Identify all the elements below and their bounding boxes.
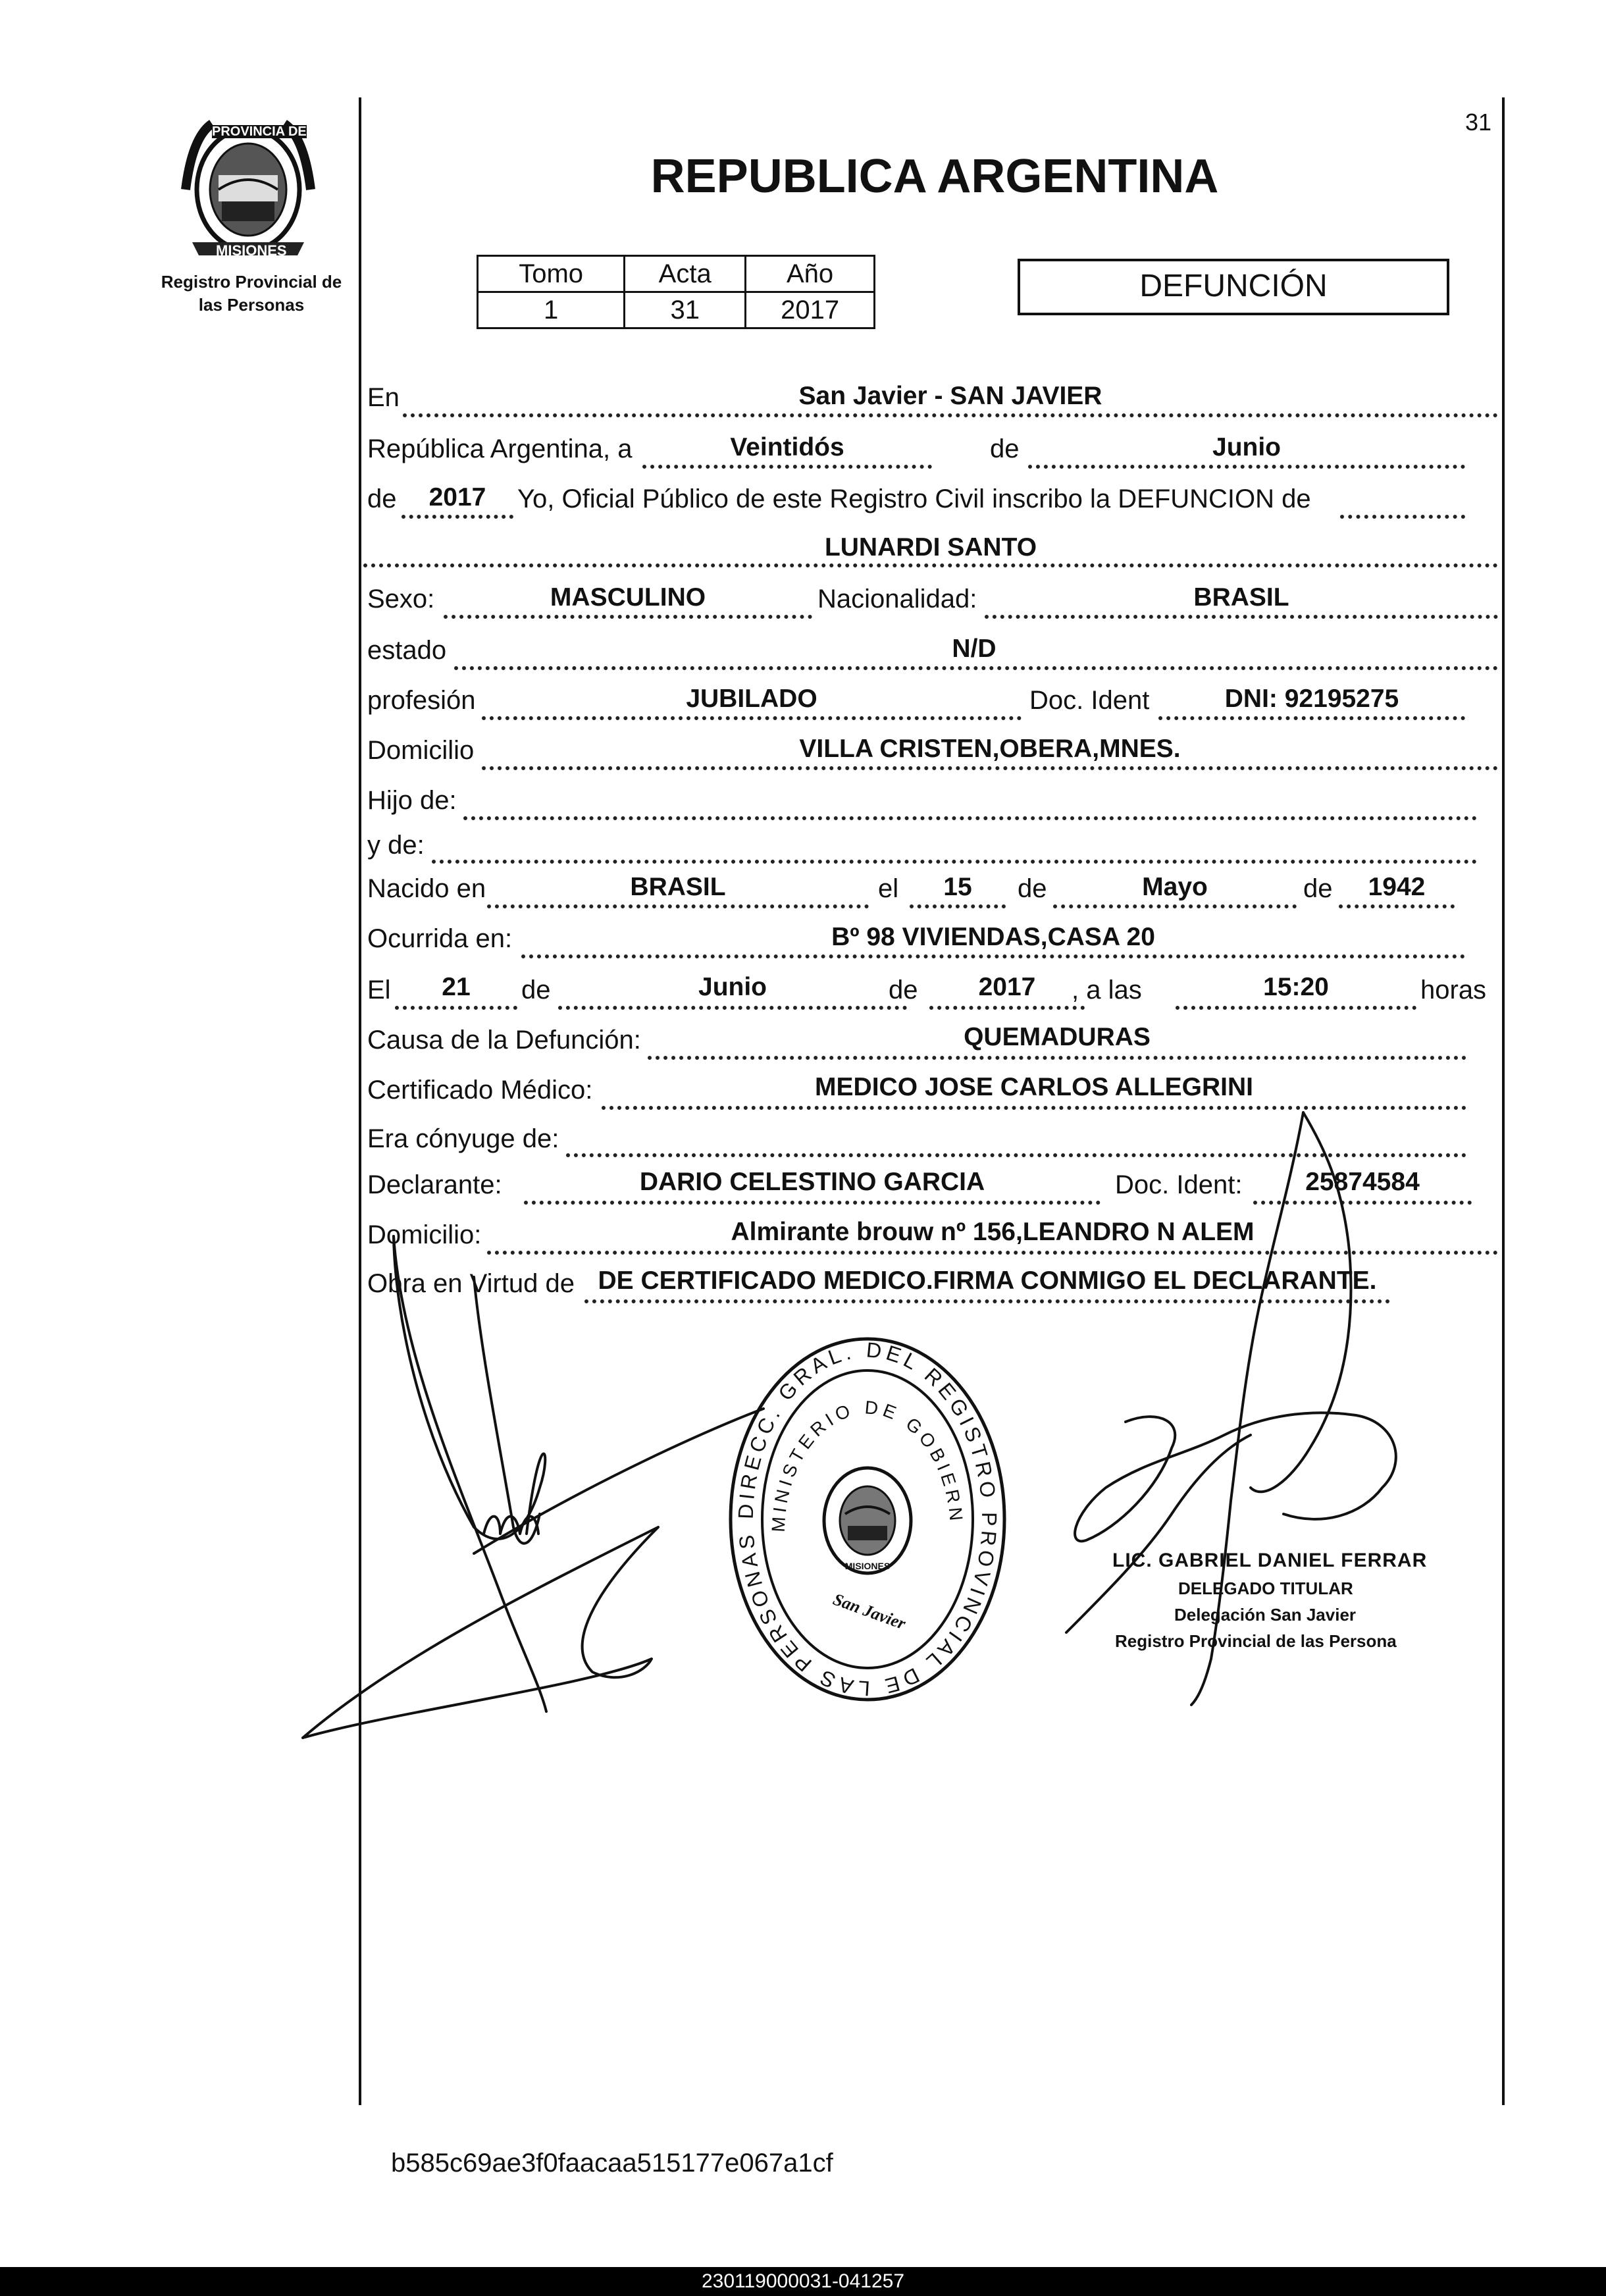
- page-title: REPUBLICA ARGENTINA: [650, 150, 1219, 203]
- value-nacido-anio: 1942: [1368, 873, 1426, 901]
- value-nacido-mes: Mayo: [1142, 873, 1208, 901]
- footer-code-bar: 230119000031-041257: [0, 2267, 1606, 2296]
- value-dia-texto: Veintidós: [730, 433, 844, 461]
- register-value-anio: 2017: [746, 292, 875, 328]
- label-de-6: de: [889, 976, 918, 1004]
- officer-stamp-line3: Delegación San Javier: [1174, 1605, 1357, 1625]
- officer-stamp-line4: Registro Provincial de las Persona: [1115, 1631, 1397, 1651]
- label-domicilio: Domicilio: [367, 736, 475, 765]
- label-de-2: de: [367, 484, 397, 513]
- label-de-3: de: [1018, 874, 1047, 903]
- seal-place-text: San Javier: [830, 1589, 908, 1634]
- value-declarante: DARIO CELESTINO GARCIA: [639, 1168, 985, 1196]
- value-mes-registro: Junio: [1212, 433, 1281, 461]
- value-anio-registro: 2017: [428, 483, 486, 511]
- value-nombre: LUNARDI SANTO: [824, 533, 1037, 561]
- label-hijo-de: Hijo de:: [367, 786, 457, 815]
- value-nacido-lugar: BRASIL: [630, 873, 726, 901]
- value-declarante-doc: 25874584: [1305, 1168, 1420, 1196]
- crest-label-top: PROVINCIA DE: [212, 124, 307, 139]
- label-horas: horas: [1420, 976, 1487, 1004]
- register-value-tomo: 1: [478, 292, 625, 328]
- seal-inner-text: MINISTERIO DE GOBIERN: [767, 1397, 967, 1533]
- value-ocurrida: Bº 98 VIVIENDAS,CASA 20: [831, 923, 1155, 951]
- document-hash: b585c69ae3f0faacaa515177e067a1cf: [391, 2149, 833, 2178]
- value-certificado: MEDICO JOSE CARLOS ALLEGRINI: [815, 1073, 1253, 1101]
- value-declarante-domicilio: Almirante brouw nº 156,LEANDRO N ALEM: [731, 1218, 1255, 1246]
- registry-name-line2: las Personas: [198, 295, 305, 315]
- label-profesion: profesión: [367, 686, 476, 715]
- value-doc-ident: DNI: 92195275: [1224, 685, 1399, 713]
- officer-stamp-line2: DELEGADO TITULAR: [1178, 1578, 1353, 1598]
- value-domicilio: VILLA CRISTEN,OBERA,MNES.: [799, 735, 1181, 763]
- label-doc-ident: Doc. Ident: [1029, 686, 1150, 715]
- value-nacido-dia: 15: [943, 873, 972, 901]
- value-lugar: San Javier - SAN JAVIER: [798, 382, 1102, 410]
- label-domicilio-2: Domicilio:: [367, 1220, 482, 1249]
- label-sexo: Sexo:: [367, 585, 435, 613]
- label-conyuge: Era cónyuge de:: [367, 1124, 559, 1153]
- value-sexo: MASCULINO: [550, 583, 706, 612]
- seal-outer-text: DIRECC. GRAL. DEL REGISTRO PROVINCIAL DE LAS PERSONAS: [733, 1338, 1002, 1701]
- crest-label-bottom: MISIONES: [216, 242, 287, 259]
- label-nacido-en: Nacido en: [367, 874, 486, 903]
- register-value-acta: 31: [625, 292, 746, 328]
- registry-name-line1: Registro Provincial de: [161, 272, 342, 292]
- seal-emblem-text: MISIONES: [844, 1561, 891, 1571]
- declarant-signature: [303, 1236, 764, 1738]
- page-number: 31: [1465, 109, 1492, 136]
- label-yo-oficial: Yo, Oficial Público de este Registro Civil inscribo la DEFUNCION de: [517, 484, 1311, 513]
- label-de-1: de: [990, 434, 1020, 463]
- value-profesion: JUBILADO: [686, 685, 817, 713]
- label-certificado: Certificado Médico:: [367, 1076, 593, 1105]
- label-a-las: , a las: [1072, 976, 1142, 1004]
- register-header-acta: Acta: [625, 256, 746, 292]
- label-declarante: Declarante:: [367, 1170, 502, 1199]
- label-el-lower: el: [878, 874, 899, 903]
- officer-stamp-line1: LIC. GABRIEL DANIEL FERRAR: [1112, 1550, 1428, 1571]
- value-fallec-mes: Junio: [698, 973, 767, 1001]
- value-obra: DE CERTIFICADO MEDICO.FIRMA CONMIGO EL DECLARANTE.: [598, 1266, 1377, 1295]
- value-fallec-anio: 2017: [978, 973, 1036, 1001]
- record-type-box: DEFUNCIÓN: [1018, 259, 1449, 315]
- value-fallec-hora: 15:20: [1263, 973, 1329, 1001]
- value-fallec-dia: 21: [442, 973, 471, 1001]
- register-header-anio: Año: [746, 256, 875, 292]
- value-estado: N/D: [952, 635, 997, 663]
- label-estado: estado: [367, 636, 447, 665]
- label-doc-ident-2: Doc. Ident:: [1115, 1170, 1243, 1199]
- value-nacionalidad: BRASIL: [1193, 583, 1289, 612]
- label-causa: Causa de la Defunción:: [367, 1026, 641, 1055]
- label-en: En: [367, 383, 400, 412]
- value-causa: QUEMADURAS: [964, 1023, 1151, 1051]
- register-header-tomo: Tomo: [478, 256, 625, 292]
- label-republica: República Argentina, a: [367, 434, 633, 463]
- label-el: El: [367, 976, 391, 1004]
- label-de-4: de: [1303, 874, 1333, 903]
- label-ocurrida-en: Ocurrida en:: [367, 924, 513, 953]
- label-y-de: y de:: [367, 831, 425, 860]
- label-de-5: de: [521, 976, 551, 1004]
- label-obra-en-virtud: Obra en Virtud de: [367, 1269, 575, 1298]
- label-nacionalidad: Nacionalidad:: [817, 585, 977, 613]
